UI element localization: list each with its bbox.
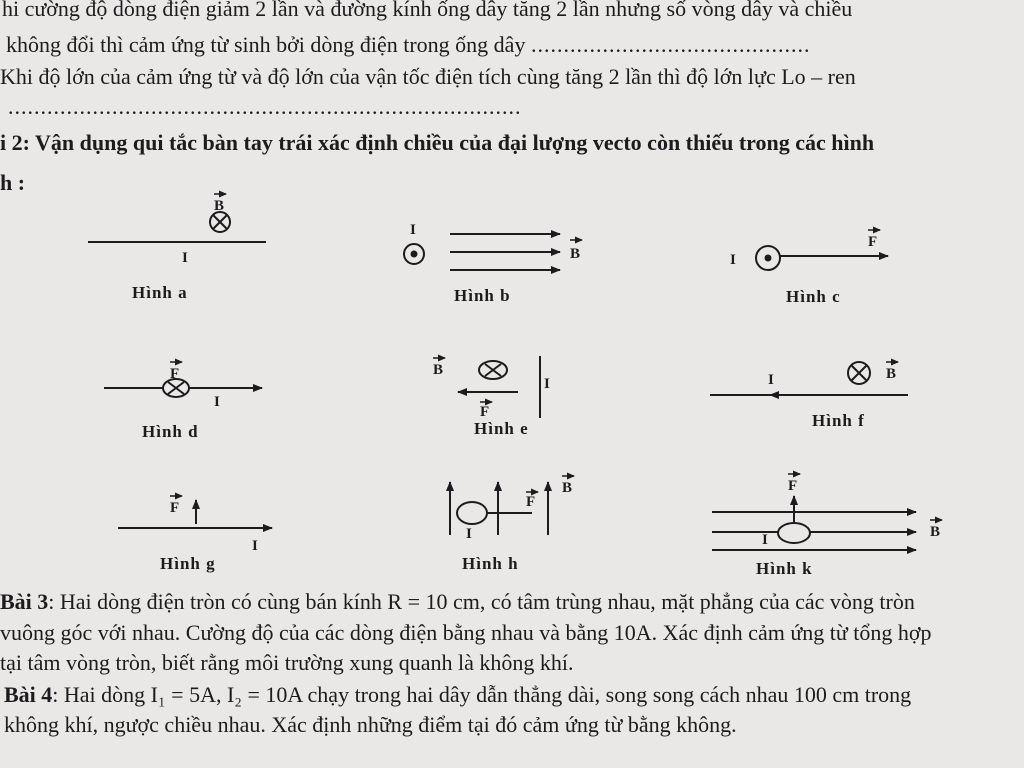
label-b-h: B	[562, 480, 573, 496]
label-b-a: B	[214, 198, 225, 214]
exercise-3-line-2: vuông góc với nhau. Cường độ của các dòng điện bằng nhau và bằng 10A. Xác định cảm ứng từ tổng hợp	[0, 620, 932, 645]
i-out-of-page-icon	[404, 244, 424, 264]
exercise-3-line-3: tại tâm vòng tròn, biết rằng môi trường xung quanh là không khí.	[0, 650, 574, 675]
figure-d	[104, 362, 262, 397]
b-into-page-icon	[210, 212, 230, 232]
exercise-3-title: Bài 3	[0, 589, 49, 614]
label-b-f: B	[886, 366, 897, 382]
b-into-page-icon	[479, 361, 507, 379]
exercise-4-line-1	[4, 682, 911, 708]
label-b-e: B	[433, 362, 444, 378]
label-i-h: I	[466, 526, 472, 542]
particle-k	[778, 523, 810, 543]
text-line-2-content: không đổi thì cảm ứng từ sinh bởi dòng điện trong ống dây	[6, 32, 526, 57]
caption-hinh-c: Hình c	[786, 287, 841, 306]
label-f-d: F	[170, 366, 180, 382]
exercise-2-subtitle: h :	[0, 170, 26, 195]
label-b-k: B	[930, 524, 941, 540]
label-b-b: B	[570, 246, 581, 262]
caption-hinh-f: Hình f	[812, 411, 865, 430]
caption-hinh-b: Hình b	[454, 286, 511, 305]
figure-a	[88, 194, 266, 242]
label-i-f: I	[768, 372, 774, 388]
label-i-b: I	[410, 222, 416, 238]
exercise-3-line-1	[0, 589, 915, 615]
text-line-1: hi cường độ dòng điện giảm 2 lần và đường kính ống dây tăng 2 lần nhưng số vòng dây và chiều	[2, 0, 853, 21]
particle-h	[457, 502, 487, 524]
caption-hinh-g: Hình g	[160, 554, 216, 573]
label-i-c: I	[730, 252, 736, 268]
exercise-3-text-1: : Hai dòng điện tròn có cùng bán kính R = 10 cm, có tâm trùng nhau, mặt phẳng của các vòng tròn	[48, 589, 915, 614]
caption-hinh-d: Hình d	[142, 422, 199, 441]
label-i-g: I	[252, 538, 258, 554]
label-f-e: F	[480, 404, 490, 420]
exercise-4-line-2: không khí, ngược chiều nhau. Xác định những điểm tại đó cảm ứng từ bằng không.	[4, 712, 737, 737]
figure-f	[710, 362, 908, 395]
label-i-k: I	[762, 532, 768, 548]
caption-hinh-h: Hình h	[462, 554, 519, 573]
text-line-3: Khi độ lớn của cảm ứng từ và độ lớn của vận tốc điện tích cùng tăng 2 lần thì độ lớn lực Lo – ren	[0, 64, 856, 89]
b-into-page-icon	[848, 362, 870, 384]
label-f-k: F	[788, 478, 798, 494]
caption-hinh-e: Hình e	[474, 419, 529, 438]
label-f-c: F	[868, 234, 878, 250]
label-f-h: F	[526, 494, 536, 510]
figure-k	[712, 474, 942, 550]
figure-g	[118, 496, 272, 528]
exercise-4-text-1: : Hai dòng I₁ = 5A, I₂ = 10A chạy trong hai dây dẫn thẳng dài, song song cách nhau 100 cm trong	[52, 682, 912, 707]
b-out-of-page-icon	[756, 246, 780, 270]
label-f-g: F	[170, 500, 180, 516]
label-i-e: I	[544, 376, 550, 392]
label-i-a: I	[182, 250, 188, 266]
caption-hinh-k: Hình k	[756, 559, 813, 578]
answer-blank-1: ...........................................	[530, 32, 811, 57]
caption-hinh-a: Hình a	[132, 283, 188, 302]
exercise-4-title: Bài 4	[4, 682, 53, 707]
label-i-d: I	[214, 394, 220, 410]
figure-b	[404, 234, 582, 270]
exercise-2-title: i 2: Vận dụng qui tắc bàn tay trái xác định chiều của đại lượng vecto còn thiếu trong các hình	[0, 130, 875, 155]
answer-blank-2: ...............................................................................	[8, 94, 522, 119]
